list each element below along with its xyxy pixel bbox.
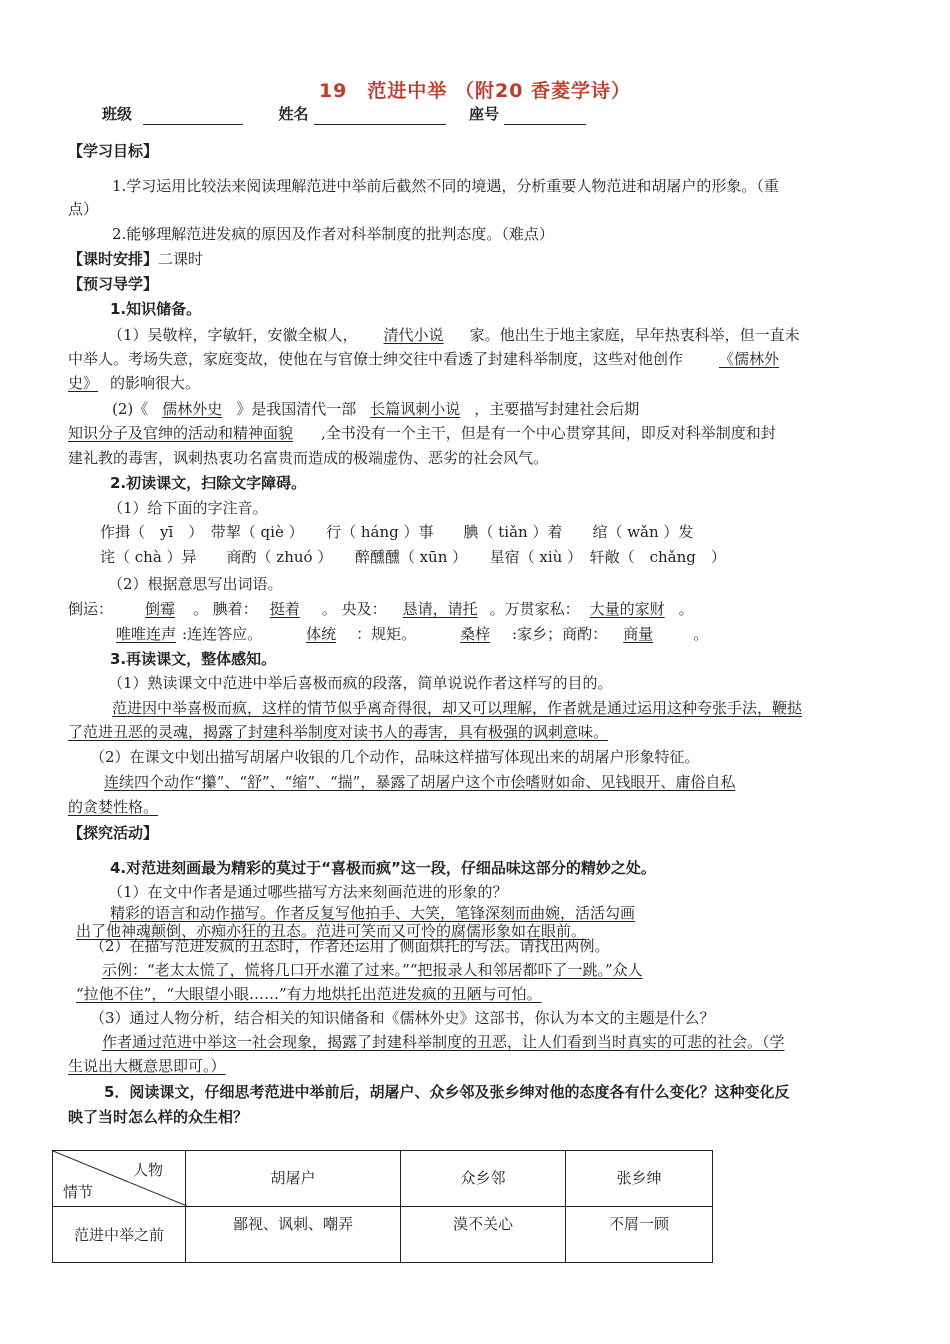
q2-w7-post: :家乡；商酌： — [512, 625, 608, 643]
table-corner-cell — [53, 1151, 186, 1207]
q1-p1-line-a — [108, 324, 882, 346]
q4-answer-3b: 生说出大概意思即可。） — [68, 1057, 226, 1075]
q2-words-row-1 — [68, 598, 882, 620]
seat-field[interactable] — [504, 109, 586, 125]
q1-p1a-post: 家。他出生于地主家庭，早年热衷科举，但一直未 — [469, 326, 800, 344]
q2-answer-1: 倒霉 — [145, 600, 176, 618]
col-header-zhang: 张乡绅 — [566, 1151, 713, 1207]
q2-answer-5: 唯唯连声 — [116, 625, 177, 643]
name-field[interactable] — [314, 109, 446, 125]
q2-answer-3: 恳请，请托 — [402, 600, 478, 618]
q1-p1-line-c — [68, 372, 882, 394]
q2-answer-6: 体统 — [306, 625, 337, 643]
q5-heading-a: 5．阅读课文，仔细思考范进中举前后，胡屠户、众乡邻及张乡绅对他的态度各有什么变化？这种变化反 — [104, 1083, 790, 1101]
q2-w1-label: 倒运： — [68, 600, 114, 618]
q1-p2-line-a — [112, 398, 882, 420]
class-label: 班级 — [102, 105, 133, 123]
q4-answer-3a: 作者通过范进中举这一社会现象，揭露了封建科举制度的丑恶，让人们看到当时真实的可悲的社会。（学 — [102, 1033, 785, 1051]
section-preview: 【预习导学】 — [68, 275, 159, 293]
q3-sub2: （2）在课文中划出描写胡屠户收银的几个动作，品味这样描写体现出来的胡屠户形象特征。 — [90, 748, 700, 766]
q1-heading: 1.知识储备。 — [110, 300, 202, 318]
q1-answer-title: 儒林外史 — [162, 400, 223, 418]
q1-p1c-post: 的影响很大。 — [110, 374, 201, 392]
q1-answer-dynasty: 清代小说 — [383, 326, 444, 344]
q1-p1-line-b — [68, 348, 882, 370]
q1-p2b-post: ,全书没有一个主干，但是有一个中心贯穿其间，即反对科举制度和封 — [321, 424, 776, 442]
q2-answer-4: 大量的家财 — [589, 600, 665, 618]
cell-zhang-before: 不屑一顾 — [566, 1207, 713, 1263]
q4-heading: 4.对范进刻画最为精彩的莫过于“喜极而疯”这一段，仔细品味这部分的精妙之处。 — [110, 859, 656, 877]
q2-sub2: （2）根据意思写出词语。 — [108, 575, 283, 593]
section-explore: 【探究活动】 — [68, 824, 159, 842]
q1-p2a-mid: 》是我国清代一部 — [236, 400, 357, 418]
attitude-table — [52, 1150, 713, 1263]
q2-w6-post: ：规矩。 — [356, 625, 417, 643]
q2-words-row-2 — [76, 623, 882, 645]
q2-w3-label: 。 央及： — [321, 600, 387, 618]
q3-heading: 3.再读课文，整体感知。 — [110, 650, 277, 668]
schedule-value: 二课时 — [158, 250, 204, 268]
q4-answer-1b: 出了他神魂颠倒、亦痴亦狂的丑态。范进可笑而又可怜的腐儒形象如在眼前。 — [76, 922, 587, 940]
q4-sub2: （2）在描写范进发疯的丑态时，作者还运用了侧面烘托的写法。请找出两例。 — [90, 937, 610, 955]
q1-p2a-post: ，主要描写封建社会后期 — [474, 400, 640, 418]
q2-answer-2: 挺着 — [269, 600, 300, 618]
q2-answer-8: 商量 — [623, 625, 654, 643]
q1-answer-book-b: 史》 — [68, 374, 99, 392]
q2-w4-label: 。万贯家私： — [489, 600, 580, 618]
cell-neighbors-before: 漠不关心 — [401, 1207, 566, 1263]
q3-answer-1a: 范进因中举喜极而疯，这样的情节似乎离奇得很，却又可以理解，作者就是通过运用这种夸张手法，鞭挞 — [112, 699, 803, 717]
section-schedule: 【课时安排】 — [68, 250, 159, 268]
table-row — [53, 1207, 713, 1263]
goal-2: 2.能够理解范进发疯的原因及作者对科举制度的批判态度。（难点） — [112, 225, 554, 243]
q3-answer-1b: 了范进丑恶的灵魂，揭露了封建科举制度对读书人的毒害，具有极强的讽刺意味。 — [68, 723, 609, 741]
table-header-row — [53, 1151, 713, 1207]
q2-answer-7: 桑梓 — [460, 625, 491, 643]
q3-answer-2b: 的贪婪性格。 — [68, 798, 159, 816]
q2-heading: 2.初读课文，扫除文字障碍。 — [110, 474, 307, 492]
row-label-before: 范进中举之前 — [53, 1207, 186, 1263]
q4-answer-1a: 精彩的语言和动作描写。作者反复写他拍手、大笑，笔锋深刻而曲婉，活活勾画 — [110, 904, 636, 922]
page-title: 19 范进中举 （附20 香菱学诗） — [318, 80, 632, 102]
q2-w5-post: :连连答应。 — [182, 625, 263, 643]
q4-answer-2a: 示例：“老太太慌了，慌将几口开水灌了过来。”“把报录人和邻居都吓了一跳。”众人 — [102, 961, 643, 979]
schedule-row — [68, 248, 882, 270]
q2-sub1: （1）给下面的字注音。 — [108, 499, 268, 517]
q3-answer-2a: 连续四个动作“攥”、“舒”、“缩”、“揣”，暴露了胡屠户这个市侩嗜财如命、见钱眼开、庸俗自私 — [104, 773, 736, 791]
cell-hu-before: 鄙视、讽刺、嘲弄 — [186, 1207, 401, 1263]
corner-bottom-label: 情节 — [63, 1183, 94, 1201]
q2-w4-post: 。 — [678, 600, 694, 618]
q2-pinyin-row-2: 诧（ chà ）异 商酌（ zhuó ） 醉醺醺（ xūn ） 星宿（ xiù ） 轩敞（ chǎng ） — [100, 548, 726, 566]
section-goals: 【学习目标】 — [68, 142, 159, 160]
q4-sub3: （3）通过人物分析，结合相关的知识储备和《儒林外史》这部书，你认为本文的主题是什么？ — [90, 1009, 715, 1027]
q2-w2-label: 。 腆着： — [193, 600, 258, 618]
q1-p2-line-b — [68, 422, 882, 444]
name-label: 姓名 — [278, 105, 309, 123]
col-header-hu: 胡屠户 — [186, 1151, 401, 1207]
q5-heading-b: 映了当时怎么样的众生相？ — [68, 1108, 249, 1126]
q1-p2-line-c: 建礼教的毒害，讽刺热衷功名富贵而造成的极端虚伪、恶劣的社会风气。 — [68, 449, 549, 467]
q1-answer-subject: 知识分子及官绅的活动和精神面貌 — [68, 424, 294, 442]
q2-w8-post: 。 — [693, 625, 709, 643]
q1-answer-genre: 长篇讽刺小说 — [370, 400, 461, 418]
q2-pinyin-row-1: 作揖（ yī ） 带挈（ qiè ） 行（ háng ）事 腆（ tiǎn ）着 绾（ wǎn ）发 — [100, 523, 694, 541]
q1-answer-book-a: 《儒林外 — [719, 350, 780, 368]
seat-label: 座号 — [468, 105, 499, 123]
q1-p2a-text: (2)《 — [112, 400, 149, 418]
goal-1-line-b: 点） — [68, 200, 99, 218]
class-field[interactable] — [143, 109, 243, 125]
q1-p1b-text: 中举人。考场失意，家庭变故，使他在与官僚士绅交往中看透了封建科举制度，这些对他创作 — [68, 350, 684, 368]
corner-top-label: 人物 — [132, 1161, 163, 1179]
col-header-neighbors: 众乡邻 — [401, 1151, 566, 1207]
student-info-row — [102, 103, 882, 125]
q3-sub1: （1）熟读课文中范进中举后喜极而疯的段落，简单说说作者这样写的目的。 — [108, 674, 613, 692]
q1-p1a-text: （1）吴敬梓，字敏轩，安徽全椒人， — [108, 326, 358, 344]
q4-sub1: （1）在文中作者是通过哪些描写方法来刻画范进的形象的？ — [108, 883, 508, 901]
goal-1-line-a: 1.学习运用比较法来阅读理解范进中举前后截然不同的境遇，分析重要人物范进和胡屠户的形象。（重 — [112, 177, 779, 195]
q4-answer-2b: “拉他不住”，“大眼望小眼……”有力地烘托出范进发疯的丑陋与可怕。 — [76, 985, 542, 1003]
